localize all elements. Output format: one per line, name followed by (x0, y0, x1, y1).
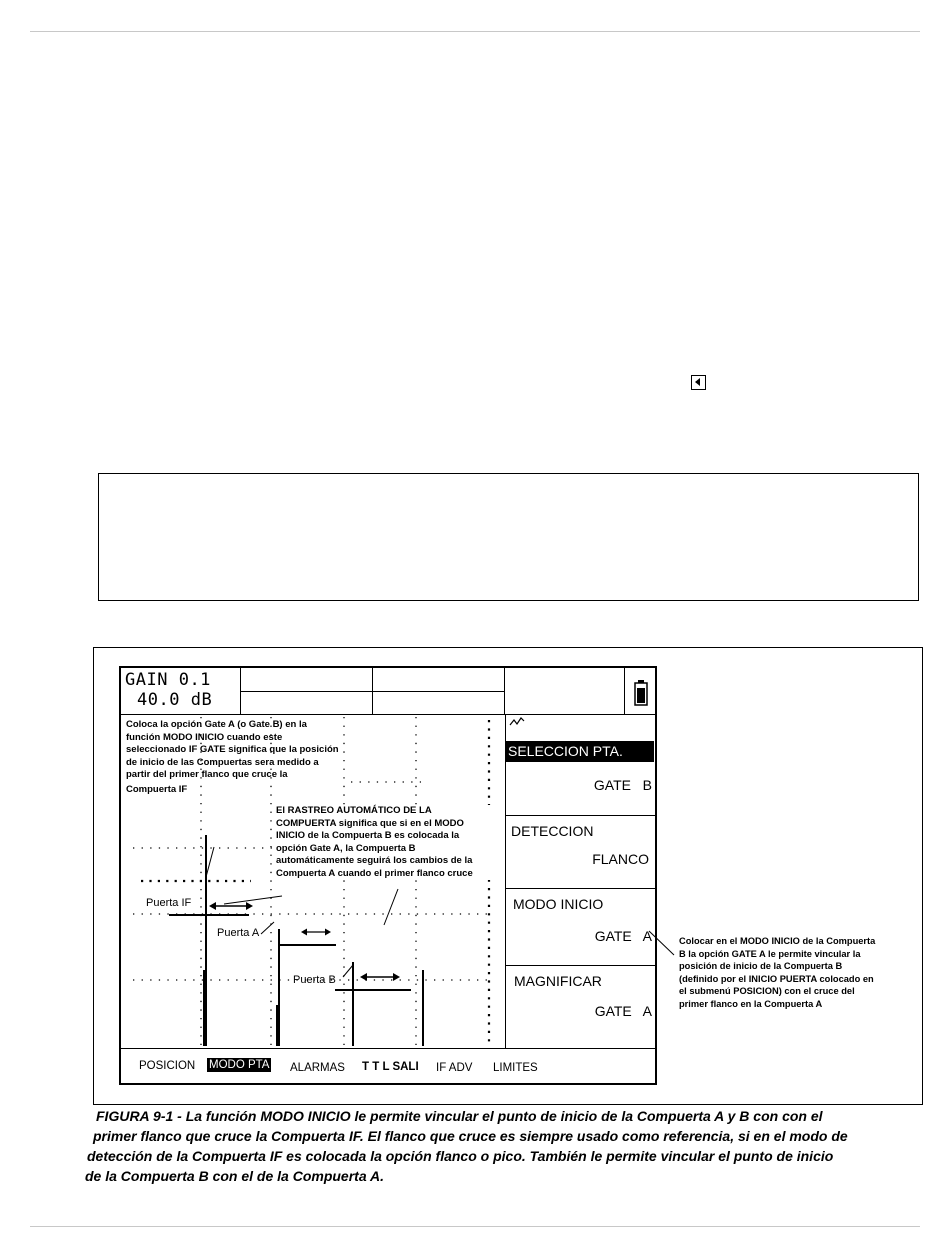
annotation-note-2 (276, 805, 502, 880)
caption-line: primer flanco que cruce la Compuerta IF. El flanco que cruce es siempre usado como referencia, si en el modo de (93, 1128, 848, 1144)
instrument-screen (119, 666, 657, 1085)
caption-line: de la Compuerta B con el de la Compuerta A. (85, 1168, 384, 1184)
bottom-menu-if-adv[interactable]: IF ADV (436, 1062, 473, 1074)
menu-title-magnificar: MAGNIFICAR (514, 973, 602, 989)
note1-line: seleccionado IF GATE significa que la posición (126, 744, 339, 755)
gain-value: 0.1 (178, 670, 211, 690)
pointer-note2 (224, 896, 282, 904)
pointer-note1 (206, 847, 214, 877)
note2-line: opción Gate A, la Compuerta B (276, 842, 416, 854)
bottom-menu-ttl-sali[interactable]: T T L SALI (362, 1061, 419, 1073)
top-rule (30, 31, 920, 32)
db-unit: dB (190, 690, 213, 710)
note2-line: INICIO de la Compuerta B es colocada la (276, 830, 460, 841)
bottom-rule (30, 1226, 920, 1227)
menu-item-seleccion[interactable] (506, 741, 655, 816)
menu-title-deteccion: DETECCION (511, 823, 594, 839)
note3-line: (definido por el INICIO PUERTA colocado en (679, 973, 874, 984)
bottom-menu-modo-pta[interactable]: MODO PTA (209, 1059, 270, 1071)
bottom-menu-bar (121, 1048, 655, 1083)
rectify-icon (509, 717, 525, 727)
note2-line: El RASTREO AUTOMÁTICO DE LA (276, 805, 432, 816)
note1-line: Compuerta IF (126, 783, 188, 795)
note3-line: Colocar en el MODO INICIO de la Compuerta (679, 936, 876, 946)
annotation-note-3 (679, 935, 919, 1010)
caption-line: FIGURA 9-1 - La función MODO INICIO le permite vincular el punto de inicio de la Compuerta A y B con con el (96, 1108, 823, 1124)
header-cell-3 (241, 692, 373, 715)
note3-line: posición de inicio de la Compuerta B (679, 961, 843, 971)
label-puerta-b: Puerta B (293, 974, 336, 986)
label-puerta-if: Puerta IF (146, 897, 192, 909)
menu-value-magnificar: GATE A (594, 1003, 652, 1019)
caption-line: detección de la Compuerta IF es colocada la opción flanco o pico. También le permite vincular el punto de inicio (87, 1148, 834, 1164)
figure-caption (85, 1106, 933, 1186)
pointer-puerta-a (261, 922, 274, 934)
menu-value-seleccion: GATE B (593, 777, 652, 793)
menu-item-modo-inicio[interactable] (506, 889, 655, 966)
note-box (98, 473, 919, 601)
pointer-note2b (384, 889, 398, 925)
header-cell-4 (373, 692, 505, 715)
annotation-note-1 (126, 719, 366, 796)
battery-box (625, 668, 655, 715)
note1-line: Coloca la opción Gate A (o Gate B) en la (126, 719, 307, 730)
note1-line: partir del primer flanco que cruce la (126, 769, 288, 780)
header-cell-2 (373, 668, 505, 692)
menu-title-seleccion: SELECCION PTA. (506, 741, 654, 762)
header-cell-1 (241, 668, 373, 692)
menu-title-modo-inicio: MODO INICIO (513, 896, 604, 912)
menu-value-modo-inicio: GATE A (594, 928, 652, 944)
note3-line: el submenú POSICION) con el cruce del (679, 986, 855, 996)
note2-line: Compuerta A cuando el primer flanco cruce (276, 867, 473, 879)
battery-icon (634, 680, 648, 706)
menu-item-magnificar[interactable] (506, 966, 655, 1048)
right-menu (505, 715, 655, 1048)
left-arrow-icon (691, 375, 706, 390)
pointer-puerta-b (343, 965, 353, 977)
note2-line: automáticamente seguirá los cambios de la (276, 855, 473, 866)
menu-item-deteccion[interactable] (506, 816, 655, 889)
gain-box (121, 668, 241, 715)
bottom-menu-posicion[interactable]: POSICION (139, 1060, 196, 1072)
db-value: 40.0 (137, 690, 180, 710)
note1-line: función MODO INICIO cuando este (126, 731, 283, 743)
menu-value-deteccion: FLANCO (592, 851, 649, 867)
bottom-menu-alarmas[interactable]: ALARMAS (290, 1062, 345, 1074)
note3-line: primer flanco en la Compuerta A (679, 998, 823, 1009)
note2-line: COMPUERTA significa que si en el MODO (276, 817, 464, 829)
header-cell-5 (505, 668, 625, 715)
note3-line: B la opción GATE A le permite vincular la (679, 948, 861, 959)
waveform-area (121, 715, 505, 1048)
label-puerta-a: Puerta A (217, 927, 260, 939)
gain-label: GAIN (125, 670, 168, 690)
note1-line: de inicio de las Compuertas sera medido a (126, 756, 319, 768)
bottom-menu-limites[interactable]: LIMITES (493, 1062, 538, 1074)
